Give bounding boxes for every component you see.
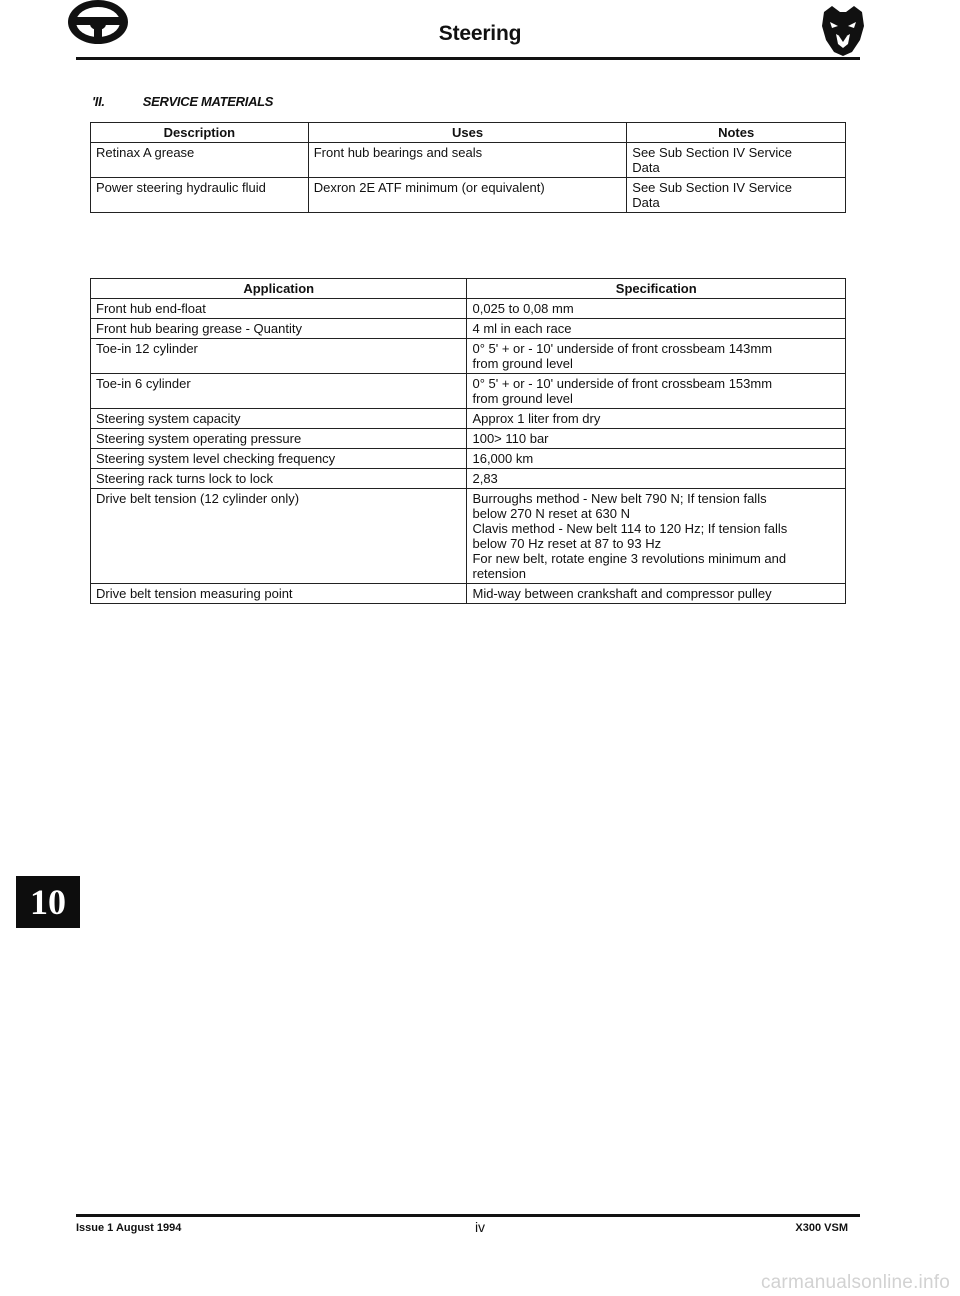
table-row [91, 409, 846, 429]
table-cell: See Sub Section IV Service Data [627, 143, 846, 178]
footer-issue-date: Issue 1 August 1994 [76, 1222, 182, 1234]
table-cell: Retinax A grease [91, 143, 309, 178]
column-header-application: Application [91, 279, 467, 299]
table-row [91, 178, 846, 213]
table-cell: Burroughs method - New belt 790 N; If tension falls below 270 N reset at 630 N Clavis method - New belt 114 to 120 Hz; If tension falls below 70 Hz reset at 87 to 93 Hz For new belt, rotate engine 3 revolutions minimum and retension [467, 489, 846, 584]
table-cell: 4 ml in each race [467, 319, 846, 339]
table-cell: Toe-in 12 cylinder [91, 339, 467, 374]
table-cell: 100> 110 bar [467, 429, 846, 449]
table-row [91, 319, 846, 339]
section-heading [92, 94, 273, 109]
header-rule [76, 57, 860, 60]
section-number: 'II. [92, 94, 105, 109]
table-cell: 0,025 to 0,08 mm [467, 299, 846, 319]
service-data-table [90, 278, 846, 604]
table-cell: Drive belt tension (12 cylinder only) [91, 489, 467, 584]
table-cell: 0° 5' + or - 10' underside of front crossbeam 153mm from ground level [467, 374, 846, 409]
column-header-uses: Uses [308, 123, 627, 143]
page-header [0, 0, 960, 64]
table-row [91, 429, 846, 449]
table-cell: 2,83 [467, 469, 846, 489]
service-materials-table [90, 122, 846, 213]
table-cell: Front hub bearings and seals [308, 143, 627, 178]
table-cell: Dexron 2E ATF minimum (or equivalent) [308, 178, 627, 213]
table-header-row [91, 279, 846, 299]
table-cell: Steering system capacity [91, 409, 467, 429]
section-title: SERVICE MATERIALS [142, 94, 274, 109]
column-header-notes: Notes [627, 123, 846, 143]
table-cell: 16,000 km [467, 449, 846, 469]
table-cell: See Sub Section IV Service Data [627, 178, 846, 213]
table-cell: Front hub end-float [91, 299, 467, 319]
footer-manual-code: X300 VSM [795, 1222, 848, 1234]
page-title: Steering [438, 22, 522, 45]
table-row [91, 489, 846, 584]
table-row [91, 374, 846, 409]
table-row [91, 339, 846, 374]
table-cell: Steering rack turns lock to lock [91, 469, 467, 489]
table-row [91, 143, 846, 178]
footer-rule [76, 1214, 860, 1217]
jaguar-head-icon [818, 4, 868, 58]
table-row [91, 584, 846, 604]
table-cell: Front hub bearing grease - Quantity [91, 319, 467, 339]
watermark-text: carmanualsonline.info [760, 1272, 950, 1293]
column-header-description: Description [91, 123, 309, 143]
table-row [91, 449, 846, 469]
table-cell: Mid-way between crankshaft and compressor pulley [467, 584, 846, 604]
table-header-row [91, 123, 846, 143]
table-cell: 0° 5' + or - 10' underside of front crossbeam 143mm from ground level [467, 339, 846, 374]
table-row [91, 469, 846, 489]
table-cell: Toe-in 6 cylinder [91, 374, 467, 409]
table-cell: Steering system operating pressure [91, 429, 467, 449]
footer-page-number: iv [474, 1219, 486, 1235]
table-cell: Approx 1 liter from dry [467, 409, 846, 429]
table-row [91, 299, 846, 319]
table-cell: Power steering hydraulic fluid [91, 178, 309, 213]
section-tab-marker: 10 [16, 876, 80, 928]
table-cell: Steering system level checking frequency [91, 449, 467, 469]
table-cell: Drive belt tension measuring point [91, 584, 467, 604]
column-header-specification: Specification [467, 279, 846, 299]
